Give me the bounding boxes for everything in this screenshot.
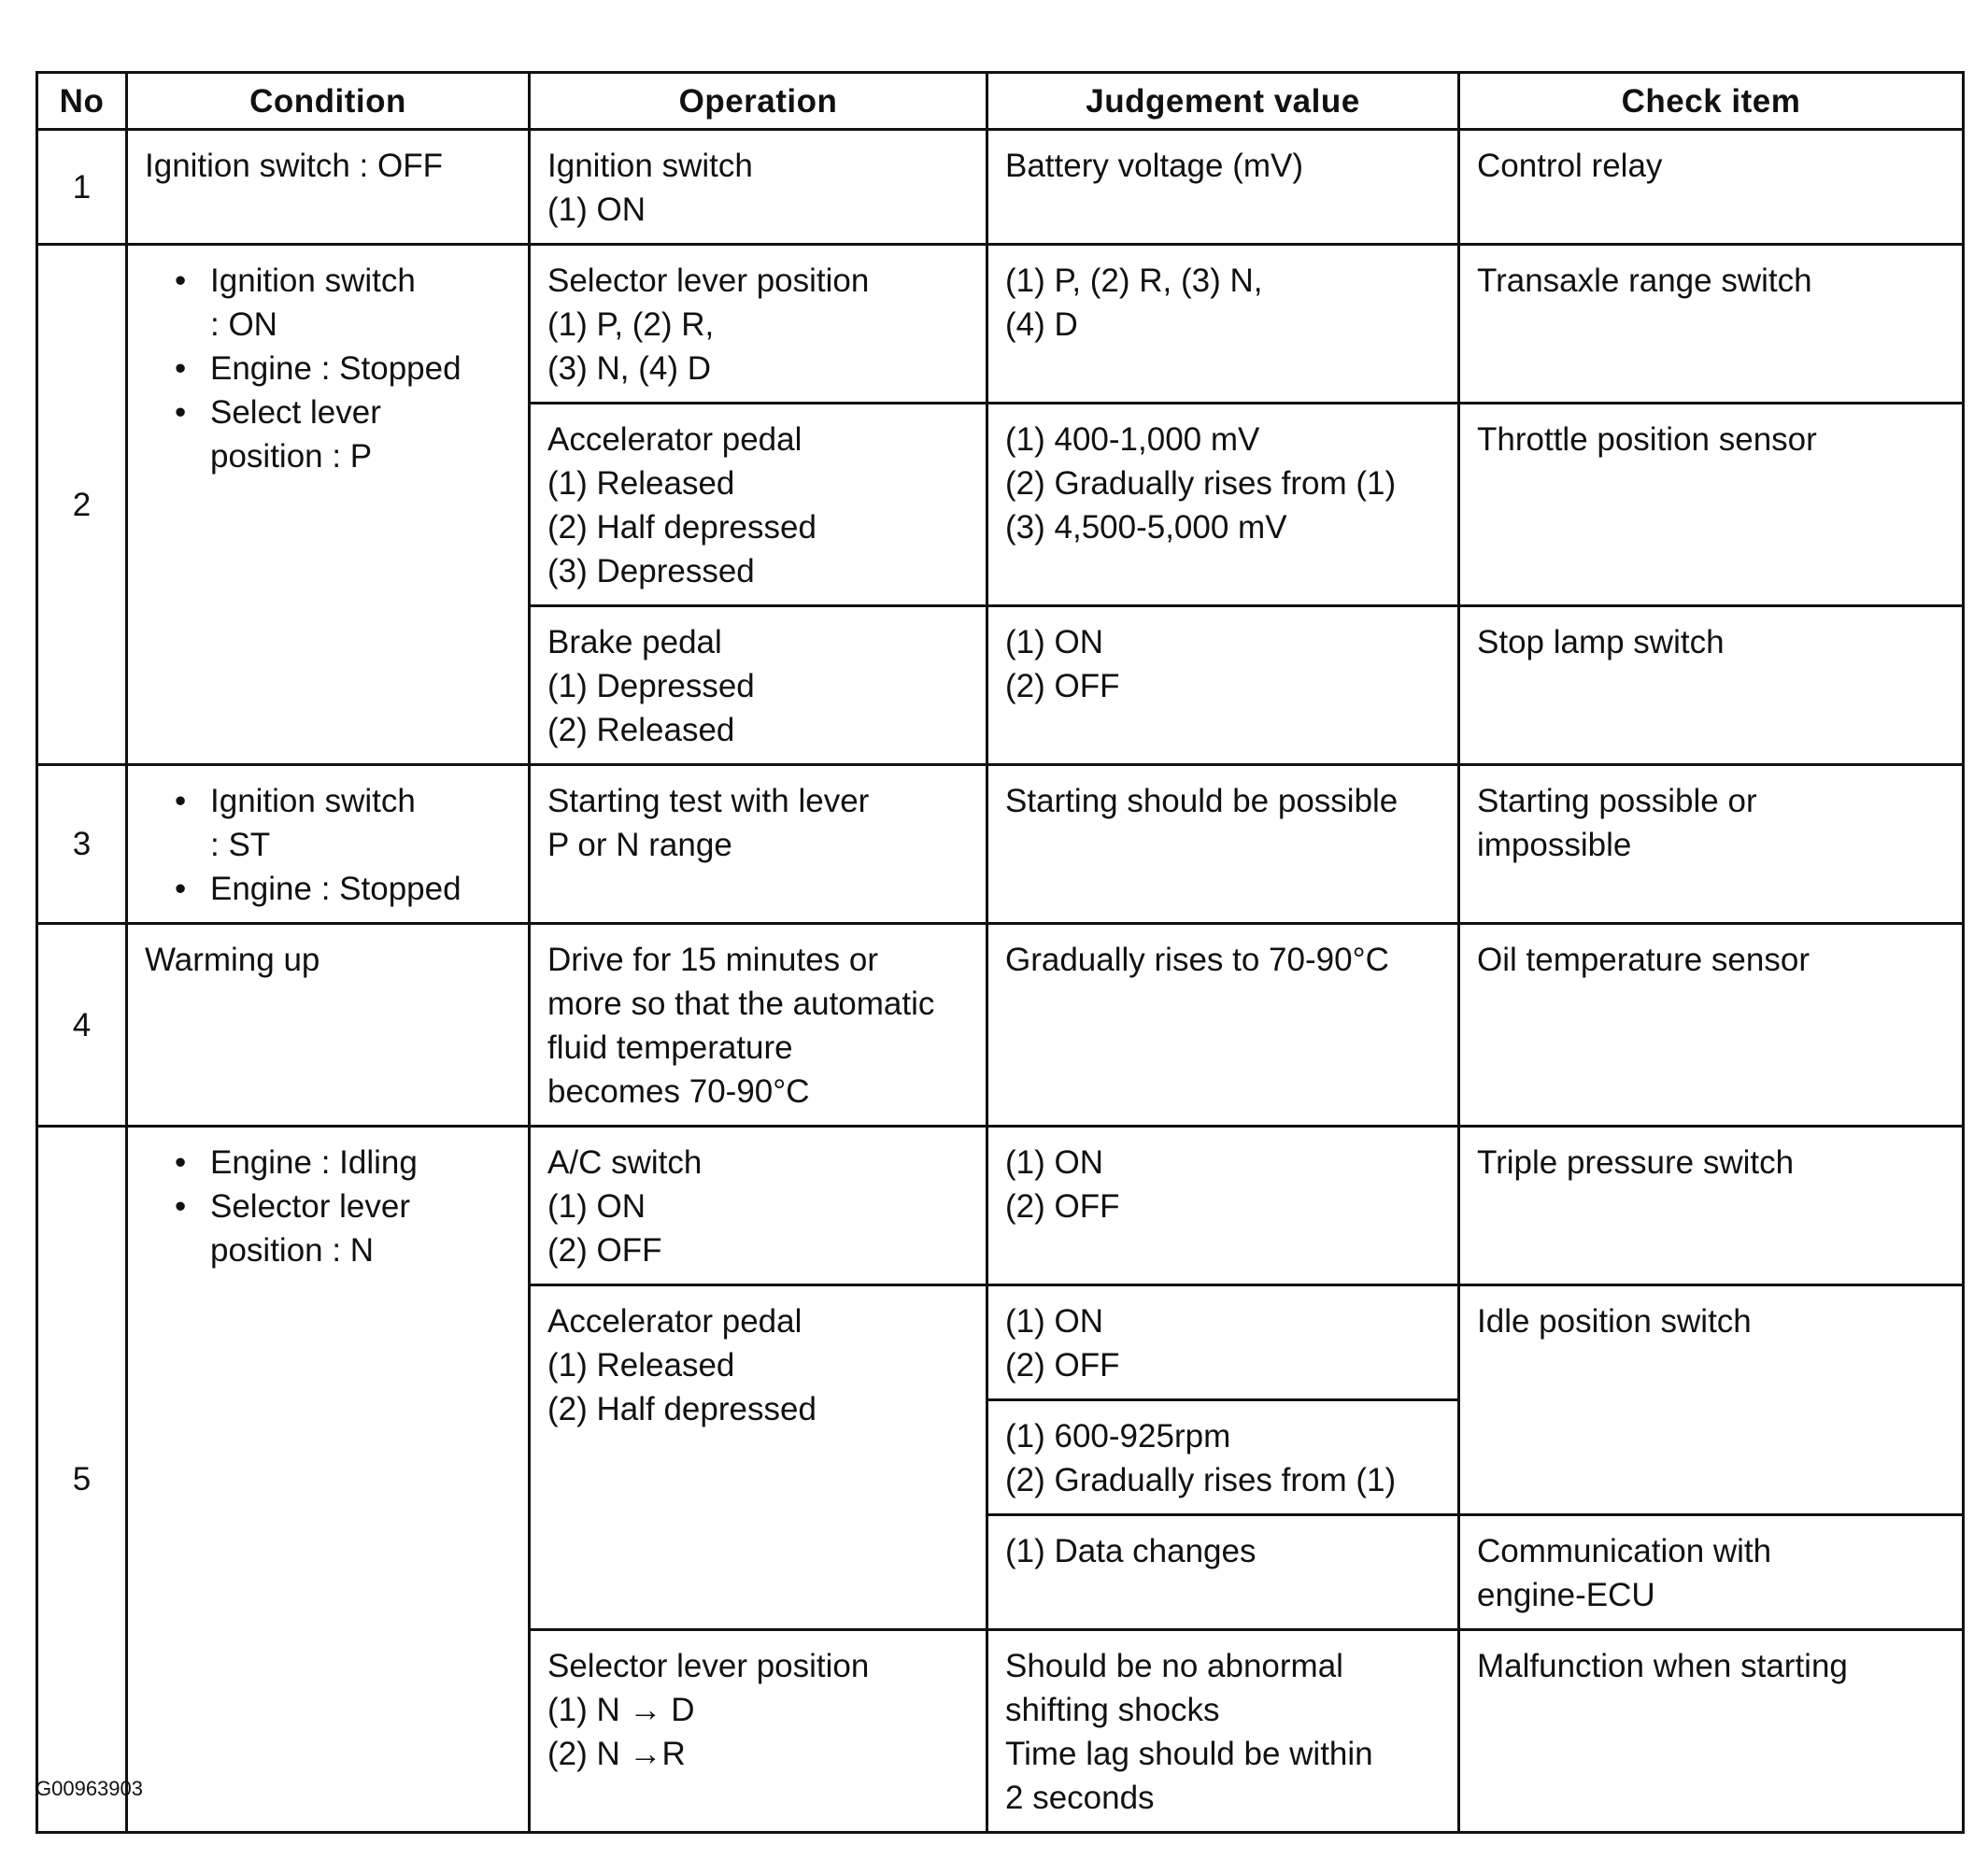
diagnosis-table [36, 71, 1965, 1834]
judgement-cell [987, 245, 1459, 404]
check-item-line: Stop lamp switch [1477, 624, 1725, 660]
operation-line: Selector lever position [547, 263, 870, 299]
row-number: 5 [37, 1127, 127, 1833]
diagnosis-table-container [36, 71, 1962, 1834]
check-item-line: impossible [1477, 827, 1632, 863]
check-item-cell [1459, 1630, 1964, 1833]
operation-line: (1) Released [547, 465, 735, 502]
check-item-cell [1459, 1515, 1964, 1630]
operation-line: (1) P, (2) R, [547, 306, 715, 343]
table-row [37, 245, 1964, 404]
condition-bullet-item [171, 347, 511, 390]
operation-line: Accelerator pedal [547, 1303, 802, 1340]
operation-line: (3) Depressed [547, 553, 755, 589]
judgement-cell [987, 1127, 1459, 1285]
condition-bullet-item [171, 867, 511, 911]
operation-line: Accelerator pedal [547, 421, 802, 458]
operation-line: (3) N, (4) D [547, 350, 711, 387]
condition-line: • Selector lever [210, 1188, 410, 1225]
judgement-cell [987, 1285, 1459, 1400]
check-item-line: Idle position switch [1477, 1303, 1752, 1340]
header-no: No [37, 73, 127, 130]
condition-bullet-item [171, 1185, 511, 1272]
judgement-line: (2) Gradually rises from (1) [1005, 1462, 1397, 1498]
condition-line: position : N [210, 1232, 375, 1269]
check-item-cell [1459, 924, 1964, 1127]
table-row [37, 924, 1964, 1127]
judgement-line: (2) OFF [1005, 1188, 1120, 1225]
operation-line: (1) ON [547, 1188, 646, 1225]
condition-line: • Select lever [210, 394, 381, 431]
row-number: 4 [37, 924, 127, 1127]
judgement-cell [987, 130, 1459, 245]
operation-line: Starting test with lever [547, 783, 870, 819]
condition-list [145, 779, 511, 911]
condition-text: Warming up [145, 942, 320, 978]
row-number: 3 [37, 765, 127, 924]
operation-cell [530, 924, 987, 1127]
operation-line: (1) Depressed [547, 668, 755, 704]
condition-cell [127, 1127, 530, 1833]
judgement-cell [987, 765, 1459, 924]
operation-cell [530, 606, 987, 765]
operation-line: (1) Released [547, 1347, 735, 1384]
condition-line: position : P [210, 438, 373, 475]
check-item-cell [1459, 404, 1964, 606]
operation-line: (2) OFF [547, 1232, 662, 1269]
operation-cell [530, 1285, 987, 1630]
operation-line: (2) Half depressed [547, 1391, 816, 1427]
judgement-line: (2) OFF [1005, 668, 1120, 704]
header-row [37, 73, 1964, 130]
judgement-line: (4) D [1005, 306, 1078, 343]
operation-line: Ignition switch [547, 148, 753, 184]
judgement-cell [987, 924, 1459, 1127]
check-item-cell [1459, 245, 1964, 404]
header-condition: Condition [127, 73, 530, 130]
operation-line: more so that the automatic [547, 986, 935, 1022]
row-number: 1 [37, 130, 127, 245]
header-check-item: Check item [1459, 73, 1964, 130]
judgement-line: (1) 400-1,000 mV [1005, 421, 1260, 458]
operation-line: (2) Half depressed [547, 509, 816, 546]
condition-bullet-item [171, 1141, 511, 1185]
condition-cell [127, 765, 530, 924]
operation-line: P or N range [547, 827, 732, 863]
operation-cell [530, 1630, 987, 1833]
judgement-line: (2) Gradually rises from (1) [1005, 465, 1397, 502]
check-item-line: Malfunction when starting [1477, 1648, 1848, 1684]
condition-cell [127, 130, 530, 245]
judgement-cell [987, 1400, 1459, 1515]
judgement-line: (1) ON [1005, 1303, 1103, 1340]
header-operation: Operation [530, 73, 987, 130]
condition-line: • Engine : Stopped [210, 350, 462, 387]
judgement-cell [987, 404, 1459, 606]
figure-id: G00963903 [36, 1777, 143, 1800]
check-item-cell [1459, 606, 1964, 765]
condition-line: : ON [210, 306, 277, 343]
judgement-line: Gradually rises to 70-90°C [1005, 942, 1389, 978]
condition-line: : ST [210, 827, 271, 863]
condition-list [145, 259, 511, 478]
table-row [37, 130, 1964, 245]
judgement-line: shifting shocks [1005, 1692, 1220, 1728]
judgement-line: (1) 600-925rpm [1005, 1418, 1231, 1455]
condition-bullet-item [171, 390, 511, 478]
judgement-line: (3) 4,500-5,000 mV [1005, 509, 1287, 546]
judgement-cell [987, 606, 1459, 765]
condition-line: • Ignition switch [210, 783, 416, 819]
judgement-line: Should be no abnormal [1005, 1648, 1343, 1684]
condition-line: • Engine : Idling [210, 1144, 418, 1181]
row-number: 2 [37, 245, 127, 765]
condition-bullet-item [171, 779, 511, 867]
header-judgement-value: Judgement value [987, 73, 1459, 130]
operation-cell [530, 245, 987, 404]
check-item-line: Oil temperature sensor [1477, 942, 1810, 978]
judgement-line: (1) ON [1005, 624, 1103, 660]
judgement-line: 2 seconds [1005, 1780, 1155, 1816]
check-item-line: Control relay [1477, 148, 1663, 184]
check-item-line: Transaxle range switch [1477, 263, 1812, 299]
condition-line: • Ignition switch [210, 263, 416, 299]
check-item-cell [1459, 1285, 1964, 1515]
operation-cell [530, 130, 987, 245]
check-item-line: Starting possible or [1477, 783, 1757, 819]
operation-line: Drive for 15 minutes or [547, 942, 879, 978]
judgement-line: (2) OFF [1005, 1347, 1120, 1384]
judgement-line: (1) ON [1005, 1144, 1103, 1181]
check-item-line: Communication with [1477, 1533, 1772, 1569]
condition-list [145, 1141, 511, 1272]
condition-line: • Engine : Stopped [210, 871, 462, 907]
check-item-line: Throttle position sensor [1477, 421, 1817, 458]
table-row [37, 1127, 1964, 1285]
operation-line: (2) N →R [547, 1736, 686, 1772]
judgement-cell [987, 1630, 1459, 1833]
judgement-line: Battery voltage (mV) [1005, 148, 1303, 184]
judgement-line: Time lag should be within [1005, 1736, 1373, 1772]
condition-bullet-item [171, 259, 511, 347]
condition-cell [127, 924, 530, 1127]
operation-cell [530, 404, 987, 606]
operation-line: fluid temperature [547, 1029, 793, 1066]
operation-line: (1) ON [547, 192, 646, 228]
operation-line: A/C switch [547, 1144, 703, 1181]
check-item-cell [1459, 765, 1964, 924]
check-item-line: Triple pressure switch [1477, 1144, 1795, 1181]
judgement-line: (1) P, (2) R, (3) N, [1005, 263, 1263, 299]
table-row [37, 765, 1964, 924]
operation-line: becomes 70-90°C [547, 1073, 810, 1110]
judgement-cell [987, 1515, 1459, 1630]
judgement-line: Starting should be possible [1005, 783, 1399, 819]
check-item-cell [1459, 1127, 1964, 1285]
operation-line: (1) N → D [547, 1692, 695, 1728]
check-item-line: engine-ECU [1477, 1577, 1655, 1613]
check-item-cell [1459, 130, 1964, 245]
operation-line: (2) Released [547, 712, 735, 748]
condition-text: Ignition switch : OFF [145, 148, 443, 184]
operation-cell [530, 1127, 987, 1285]
judgement-line: (1) Data changes [1005, 1533, 1257, 1569]
condition-cell [127, 245, 530, 765]
operation-line: Selector lever position [547, 1648, 870, 1684]
operation-line: Brake pedal [547, 624, 722, 660]
operation-cell [530, 765, 987, 924]
